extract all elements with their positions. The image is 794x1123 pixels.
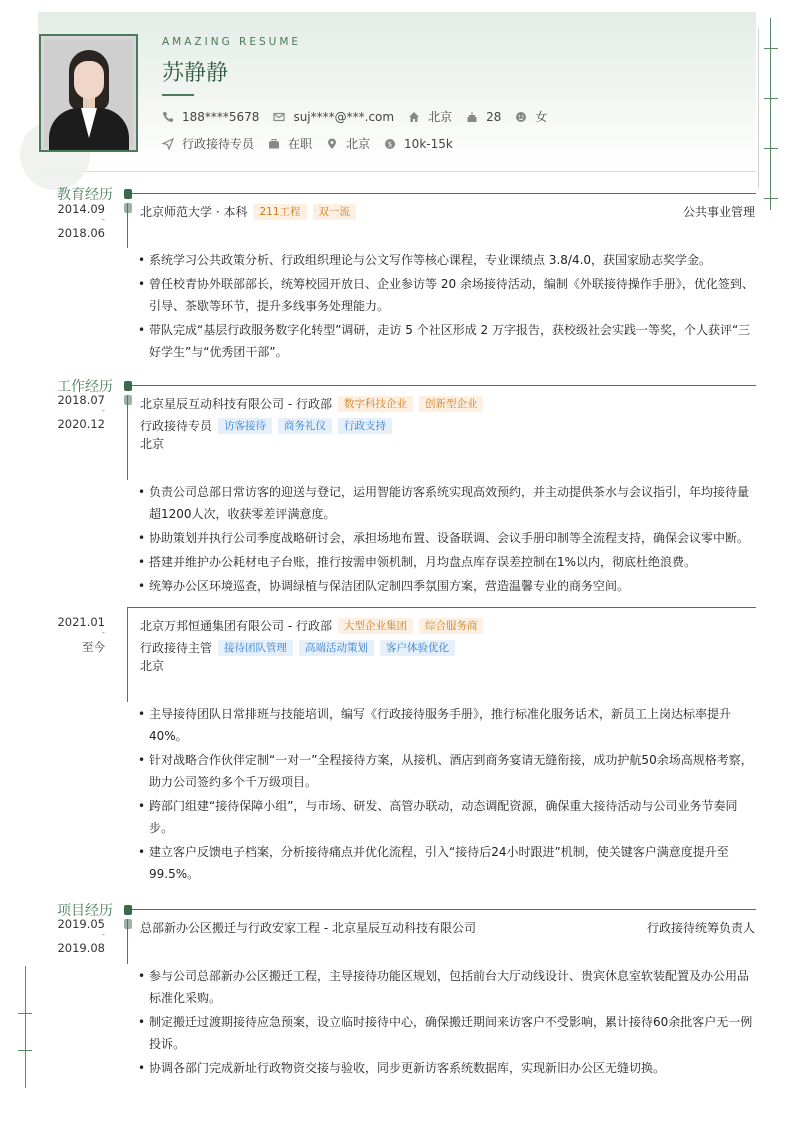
edu-bullets xyxy=(138,249,756,365)
rail-tick xyxy=(764,48,778,49)
edu-start-date: 2014.09 xyxy=(57,202,105,216)
school-tag: 211工程 xyxy=(253,204,306,220)
contact-gender xyxy=(515,108,547,125)
role-tag: 商务礼仪 xyxy=(278,418,332,434)
company-tag: 综合服务商 xyxy=(419,618,484,634)
contact-phone xyxy=(162,110,259,124)
role-tag: 客户体验优化 xyxy=(380,640,455,656)
rail-tick xyxy=(764,198,778,199)
work1-role-row xyxy=(140,417,392,434)
list-item: • 搭建并维护办公耗材电子台账，推行按需申领机制，月均盘点库存误差控制在1%以内，彻底杜绝浪费。 xyxy=(138,551,756,573)
work2-start-date: 2021.01 xyxy=(57,615,105,629)
section-marker xyxy=(124,189,132,199)
mail-icon xyxy=(273,111,285,123)
proj-end-date: 2019.08 xyxy=(57,941,105,955)
education-section-title: 教育经历 xyxy=(57,187,113,203)
status-text: 在职 xyxy=(288,137,313,151)
school-tag: 双一流 xyxy=(313,204,357,220)
list-item: • 参与公司总部新办公区搬迁工程，主导接待功能区规划，包括前台大厅动线设计、贵宾休息室软装配置及办公用品标准化采购。 xyxy=(138,965,756,1009)
city-text: 北京 xyxy=(346,137,371,151)
timeline-line xyxy=(127,203,128,248)
date-dash: - xyxy=(101,628,105,638)
work1-start-date: 2018.07 xyxy=(57,393,105,407)
briefcase-icon xyxy=(268,138,280,150)
role-tag: 行政支持 xyxy=(338,418,392,434)
list-item: • 针对战略合作伙伴定制“一对一”全程接待方案，从接机、酒店到商务宴请无缝衔接，成功护航50余场高规格考察，助力公司签约多个千万级项目。 xyxy=(138,749,756,793)
age-text: 28 xyxy=(486,109,502,124)
company-name: 北京星辰互动科技有限公司 - 行政部 xyxy=(140,397,332,411)
role-name: 行政接待主管 xyxy=(140,641,213,655)
project-bullets xyxy=(138,965,756,1081)
email-text: suj****@***.com xyxy=(293,109,395,124)
work1-end-date: 2020.12 xyxy=(57,417,105,431)
contact-age xyxy=(466,110,501,124)
list-item: • 系统学习公共政策分析、行政组织理论与公文写作等核心课程，专业课绩点 3.8/4.0，获国家励志奖学金。 xyxy=(138,249,756,271)
candidate-name: 苏静静 xyxy=(162,61,229,86)
rail-tick xyxy=(18,1013,32,1014)
svg-text:$: $ xyxy=(387,140,393,148)
intent-status xyxy=(268,135,312,152)
entry-marker xyxy=(124,919,132,929)
list-item: • 建立客户反馈电子档案，分析接待痛点并优化流程，引入“接待后24小时跟进”机制，使关键客户满意度提升至99.5%。 xyxy=(138,841,756,885)
rail-tick xyxy=(764,148,778,149)
name-underline xyxy=(162,94,194,96)
list-item: • 跨部门组建“接待保障小组”，与市场、研发、高管办联动，动态调配资源，确保重大接待活动与公司业务节奏同步。 xyxy=(138,795,756,839)
work2-city xyxy=(140,657,164,674)
pin-icon xyxy=(326,138,338,150)
edu-school-row xyxy=(140,203,356,220)
role-name: 行政接待专员 xyxy=(140,419,213,433)
work2-end-date: 至今 xyxy=(82,640,105,654)
gender-icon xyxy=(515,111,527,123)
project-name: 总部新办公区搬迁与行政安家工程 - 北京星辰互动科技有限公司 xyxy=(140,921,476,935)
work-city: 北京 xyxy=(140,437,165,451)
phone-icon xyxy=(162,111,174,123)
role-tag: 接待团队管理 xyxy=(218,640,293,656)
date-dash: - xyxy=(101,215,105,225)
list-item: • 带队完成“基层行政服务数字化转型”调研，走访 5 个社区形成 2 万字报告，获校级社会实践一等奖，个人获评“三好学生”与“优秀团干部”。 xyxy=(138,319,756,363)
section-divider xyxy=(128,193,756,194)
location-text: 北京 xyxy=(428,110,453,124)
section-marker xyxy=(124,905,132,915)
timeline-line xyxy=(127,919,128,964)
proj-start-date: 2019.05 xyxy=(57,917,105,931)
intent-salary xyxy=(384,137,453,151)
rail-tick xyxy=(18,1050,32,1051)
salary-text: 10k-15k xyxy=(404,136,453,151)
role-tag: 高端活动策划 xyxy=(299,640,374,656)
date-dash: - xyxy=(101,930,105,940)
send-icon xyxy=(162,138,174,150)
position-text: 行政接待专员 xyxy=(182,137,255,151)
entry-marker xyxy=(124,395,132,405)
section-divider xyxy=(128,909,756,910)
project-name-row xyxy=(140,919,476,936)
section-divider xyxy=(128,385,756,386)
section-marker xyxy=(124,381,132,391)
profile-photo xyxy=(39,34,138,152)
intent-row xyxy=(162,135,467,152)
phone-text: 188****5678 xyxy=(182,109,260,124)
work-section-title: 工作经历 xyxy=(57,379,113,395)
role-tag: 访客接待 xyxy=(218,418,272,434)
intent-city xyxy=(326,135,370,152)
date-dash: - xyxy=(101,406,105,416)
contact-location xyxy=(408,108,452,125)
entry-divider xyxy=(128,607,756,608)
work1-city xyxy=(140,435,164,452)
edu-major: 公共事业管理 xyxy=(682,205,755,219)
header-divider xyxy=(758,28,759,188)
edu-end-date: 2018.06 xyxy=(57,226,105,240)
company-name: 北京万邦恒通集团有限公司 - 行政部 xyxy=(140,619,332,633)
cake-icon xyxy=(466,111,478,123)
work1-company-row xyxy=(140,395,483,412)
school-name: 北京师范大学 · 本科 xyxy=(140,205,248,219)
coin-icon xyxy=(384,138,396,150)
list-item: • 制定搬迁过渡期接待应急预案，设立临时接待中心，确保搬迁期间来访客户不受影响，累计接待60余批客户无一例投诉。 xyxy=(138,1011,756,1055)
entry-marker xyxy=(124,203,132,213)
brand-label: AMAZING RESUME xyxy=(162,36,302,48)
list-item: • 统筹办公区环境巡查，协调绿植与保洁团队定制四季氛围方案，营造温馨专业的商务空间。 xyxy=(138,575,756,597)
work2-role-row xyxy=(140,639,455,656)
timeline-line xyxy=(127,395,128,480)
work-city: 北京 xyxy=(140,659,165,673)
decorative-rail-left xyxy=(25,966,26,1088)
work1-bullets xyxy=(138,481,756,599)
work2-company-row xyxy=(140,617,483,634)
list-item: • 主导接待团队日常排班与技能培训，编写《行政接待服务手册》，推行标准化服务话术，新员工上岗达标率提升40%。 xyxy=(138,703,756,747)
rail-tick xyxy=(764,98,778,99)
list-item: • 曾任校青协外联部部长，统筹校园开放日、企业参访等 20 余场接待活动，编制《外联接待操作手册》，优化签到、引导、茶歇等环节，提升多线事务处理能力。 xyxy=(138,273,756,317)
company-tag: 大型企业集团 xyxy=(338,618,413,634)
decorative-rail-right xyxy=(770,18,771,210)
list-item: • 负责公司总部日常访客的迎送与登记，运用智能访客系统实现高效预约，并主动提供茶水与会议指引，年均接待量超1200人次，收获零差评满意度。 xyxy=(138,481,756,525)
timeline-line xyxy=(127,607,128,702)
work2-bullets xyxy=(138,703,756,887)
intent-position xyxy=(162,135,254,152)
company-tag: 数字科技企业 xyxy=(338,396,413,412)
contact-row xyxy=(162,108,561,125)
home-icon xyxy=(408,111,420,123)
gender-text: 女 xyxy=(535,110,548,124)
project-role: 行政接待统筹负责人 xyxy=(646,921,755,935)
list-item: • 协助策划并执行公司季度战略研讨会，承担场地布置、设备联调、会议手册印制等全流程支持，确保会议零中断。 xyxy=(138,527,756,549)
contact-email xyxy=(273,110,394,124)
company-tag: 创新型企业 xyxy=(419,396,484,412)
project-section-title: 项目经历 xyxy=(57,903,113,919)
list-item: • 协调各部门完成新址行政物资交接与验收，同步更新访客系统数据库，实现新旧办公区无缝切换。 xyxy=(138,1057,756,1079)
